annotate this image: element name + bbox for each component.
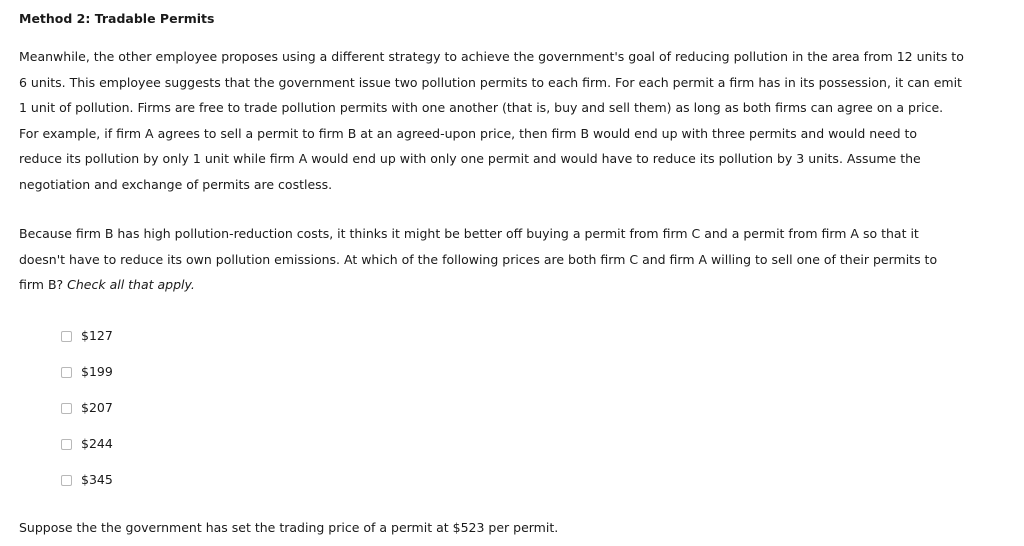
intro-line: reduce its pollution by only 1 unit while firm A would end up with only one permit and would have to reduce its pollution by 3 units. Assume the <box>19 151 921 166</box>
intro-line: negotiation and exchange of permits are costless. <box>19 176 333 192</box>
intro-line: 1 unit of pollution. Firms are free to trade pollution permits with one another (that is, buy and sell them) as long as both firms can agree on a price. <box>19 100 944 115</box>
answer-option[interactable] <box>61 390 113 426</box>
question-last-line <box>19 272 1009 298</box>
option-label: $199 <box>81 364 113 379</box>
answer-option[interactable] <box>61 462 113 498</box>
checkbox[interactable] <box>61 439 72 450</box>
checkbox[interactable] <box>61 475 72 486</box>
trading-price-statement: Suppose the the government has set the trading price of a permit at $523 per permit. <box>19 520 559 535</box>
answer-option[interactable] <box>61 318 113 354</box>
intro-line: For example, if firm A agrees to sell a permit to firm B at an agreed-upon price, then firm B would end up with three permits and would need to <box>19 125 918 141</box>
section-title: Method 2: Tradable Permits <box>19 11 215 26</box>
question-line: doesn't have to reduce its own pollution emissions. At which of the following prices are both firm C and firm A willing to sell one of their permits to <box>19 251 938 267</box>
question-line-prefix: firm B? <box>19 277 68 292</box>
question-paragraph <box>19 221 1009 298</box>
answer-options <box>61 318 113 498</box>
option-label: $207 <box>81 400 113 415</box>
check-all-instruction: Check all that apply. <box>67 277 195 292</box>
checkbox[interactable] <box>61 331 72 342</box>
option-label: $244 <box>81 436 113 451</box>
intro-paragraph <box>19 44 1009 197</box>
checkbox[interactable] <box>61 367 72 378</box>
intro-line: Meanwhile, the other employee proposes using a different strategy to achieve the government's goal of reducing pollution in the area from 12 units to <box>19 49 964 64</box>
answer-option[interactable] <box>61 354 113 390</box>
intro-line: 6 units. This employee suggests that the government issue two pollution permits to each firm. For each permit a firm has in its possession, it can emit <box>19 74 962 90</box>
question-line: Because firm B has high pollution-reduction costs, it thinks it might be better off buying a permit from firm C and a permit from firm A so that it <box>19 226 919 241</box>
option-label: $127 <box>81 328 113 343</box>
option-label: $345 <box>81 472 113 487</box>
checkbox[interactable] <box>61 403 72 414</box>
answer-option[interactable] <box>61 426 113 462</box>
